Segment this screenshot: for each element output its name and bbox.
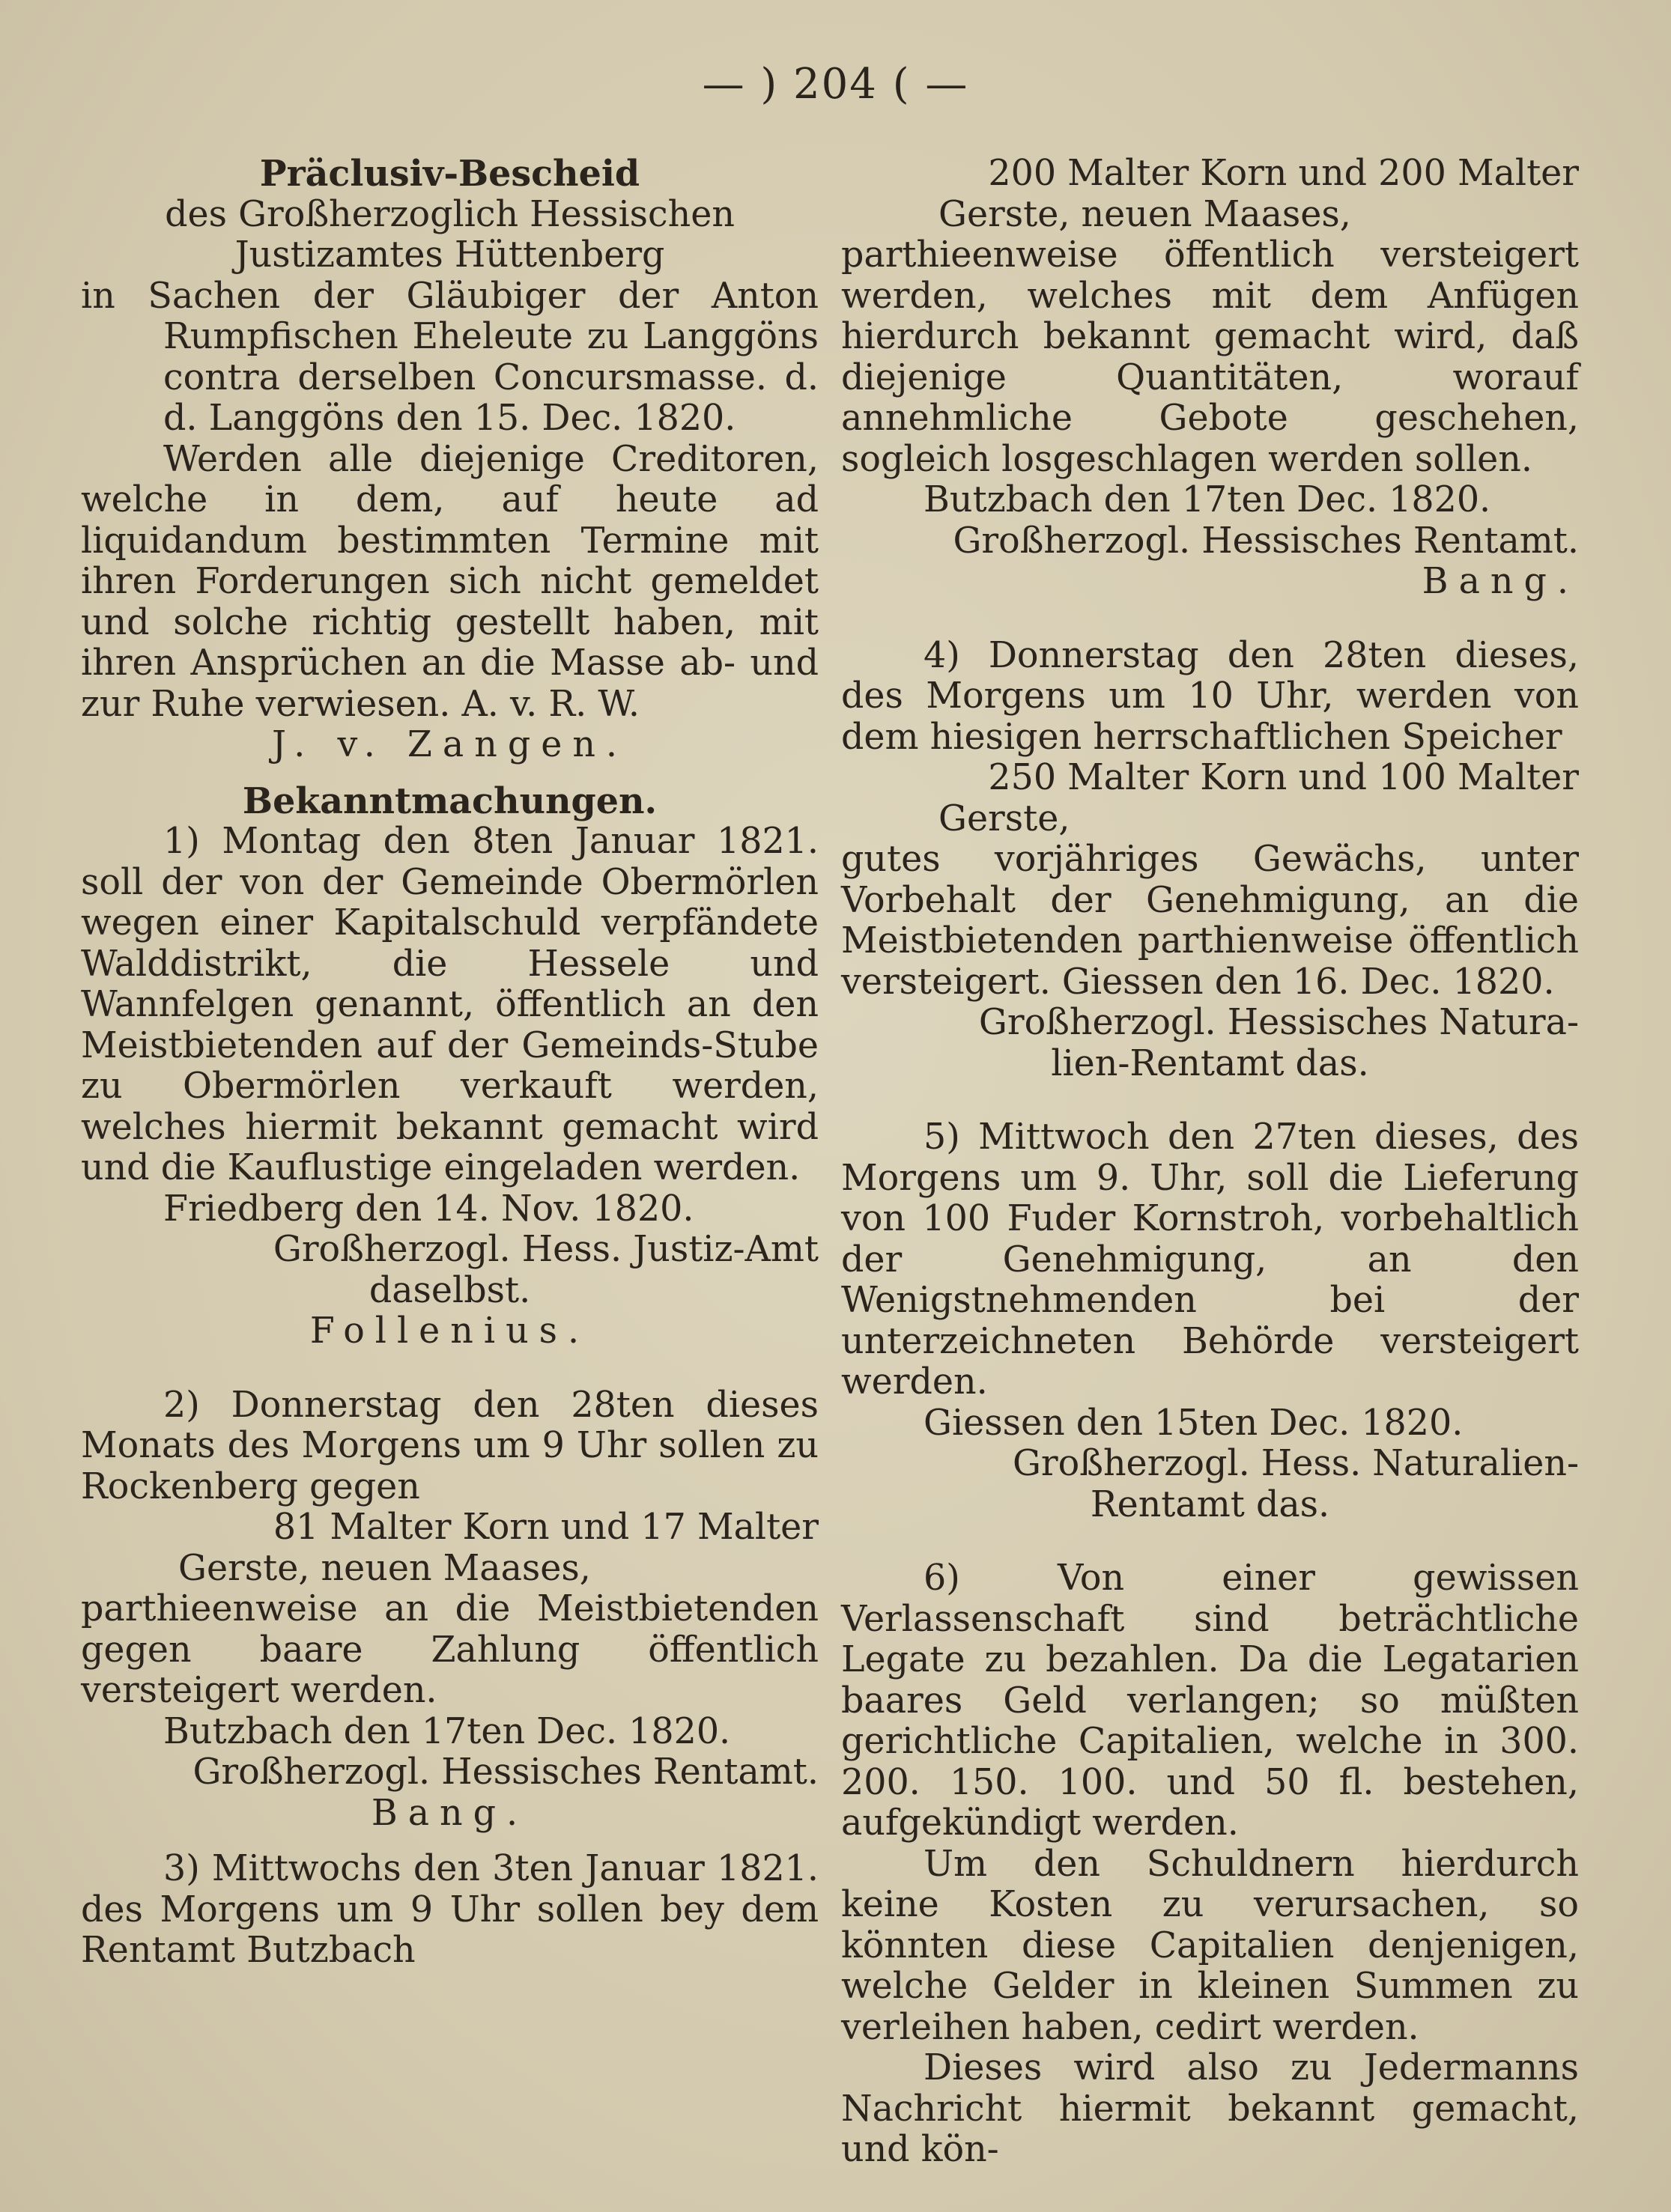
continuation-office: Großherzogl. Hessisches Rentamt.: [953, 520, 1579, 562]
announcement-5-office: Großherzogl. Hess. Naturalien-: [1012, 1443, 1579, 1484]
announcement-6-text-2: Um den Schuldnern hierdurch keine Kosten zu verursachen, so könnten diese Capitalien denjenigen, welche Gelder in kleinen Summen zu verleihen haben, cedirt werden.: [841, 1843, 1579, 2048]
announcement-1-place: Friedberg den 14. Nov. 1820.: [163, 1188, 694, 1230]
continuation-goods: 200 Malter Korn und 200 Malter: [988, 153, 1579, 194]
section-heading: Bekanntmachungen.: [242, 780, 658, 822]
announcement-2-goods-2: Gerste, neuen Maases,: [178, 1547, 591, 1589]
announcement-1-office: Großherzogl. Hess. Justiz-Amt: [273, 1229, 819, 1270]
announcement-4-office: Großherzogl. Hessisches Natura-: [978, 1002, 1579, 1043]
continuation-text: parthieenweise öffentlich versteigert werden, welches mit dem Anfügen hierdurch bekannt gemacht wird, daß diejenige Quantitäten, worauf annehmliche Gebote geschehen, sogleich losgeschlagen werden sollen.: [841, 234, 1579, 480]
announcement-4-office-2: lien-Rentamt das.: [1051, 1042, 1369, 1084]
announcement-1-office-2: daselbst.: [369, 1269, 531, 1311]
announcement-5-place: Giessen den 15ten Dec. 1820.: [924, 1402, 1464, 1444]
announcement-2-place: Butzbach den 17ten Dec. 1820.: [163, 1710, 731, 1752]
announcement-4-text: 4) Donnerstag den 28ten dieses, des Morgens um 10 Uhr, werden von dem hiesigen herrschaftlichen Speicher: [841, 634, 1579, 758]
notice-case: in Sachen der Gläubiger der Anton Rumpfischen Eheleute zu Langgöns contra derselben Concursmasse. d. d. Langgöns den 15. Dec. 1820.: [81, 275, 819, 439]
announcement-4-text-2: gutes vorjähriges Gewächs, unter Vorbehalt der Genehmigung, an die Meistbietenden parthienweise öffentlich versteigert. Giessen den 16. Dec. 1820.: [841, 839, 1579, 1003]
announcement-2-goods: 81 Malter Korn und 17 Malter: [273, 1507, 819, 1548]
announcement-6-text: 6) Von einer gewissen Verlassenschaft sind beträchtliche Legate zu bezahlen. Da die Legatarien baares Geld verlangen; so müßten gerichtliche Capitalien, welche in 300. 200. 150. 100. und 50 fl. bestehen, aufgekündigt werden.: [841, 1558, 1579, 1844]
page-number-header: — ) 204 ( —: [702, 60, 969, 109]
notice-body: Werden alle diejenige Creditoren, welche in dem, auf heute ad liquidandum bestimmten Termine mit ihren Forderungen sich nicht gemeldet und solche richtig gestellt haben, mit ihren Ansprüchen an die Masse ab- und zur Ruhe verwiesen. A. v. R. W.: [81, 438, 819, 725]
announcement-2-text: 2) Donnerstag den 28ten dieses Monats des Morgens um 9 Uhr sollen zu Rockenberg gegen: [81, 1384, 819, 1507]
announcement-2-signature: Bang.: [371, 1792, 529, 1834]
announcement-5-text: 5) Mittwoch den 27ten dieses, des Morgens um 9. Uhr, soll die Lieferung von 100 Fuder Kornstroh, vorbehaltlich der Genehmigung, an den Wenigstnehmenden bei der unterzeichneten Behörde versteigert werden.: [841, 1116, 1579, 1403]
announcement-1-text: 1) Montag den 8ten Januar 1821. soll der von der Gemeinde Obermörlen wegen einer Kapitalschuld verpfändete Walddistrikt, die Hessele und Wannfelgen genannt, öffentlich an den Meistbietenden auf der Gemeinds-Stube zu Obermörlen verkauft werden, welches hiermit bekannt gemacht wird und die Kauflustige eingeladen werden.: [81, 821, 819, 1188]
announcement-2-text-2: parthieenweise an die Meistbietenden gegen baare Zahlung öffentlich versteigert werden.: [81, 1588, 819, 1711]
announcement-4-goods-2: Gerste,: [938, 797, 1070, 839]
announcement-5-office-2: Rentamt das.: [1090, 1483, 1330, 1525]
announcement-6-text-3: Dieses wird also zu Jedermanns Nachricht hiermit bekannt gemacht, und kön-: [841, 2047, 1579, 2170]
left-column: [81, 154, 819, 1972]
notice-signature: J. v. Zangen.: [271, 724, 628, 765]
announcement-1-signature: Follenius.: [309, 1310, 590, 1352]
notice-issuer: des Großherzoglich Hessischen Justizamtes Hüttenberg: [165, 193, 735, 276]
right-column: [841, 154, 1579, 2171]
notice-title: Präclusiv-Bescheid: [259, 153, 640, 195]
announcement-2-office: Großherzogl. Hessisches Rentamt.: [192, 1751, 819, 1793]
announcement-3-text: 3) Mittwochs den 3ten Januar 1821. des Morgens um 9 Uhr sollen bey dem Rentamt Butzbach: [81, 1848, 819, 1971]
continuation-goods-2: Gerste, neuen Maases,: [938, 193, 1351, 235]
continuation-signature: Bang.: [1422, 561, 1579, 602]
announcement-4-goods: 250 Malter Korn und 100 Malter: [988, 757, 1579, 798]
continuation-place: Butzbach den 17ten Dec. 1820.: [924, 479, 1491, 520]
